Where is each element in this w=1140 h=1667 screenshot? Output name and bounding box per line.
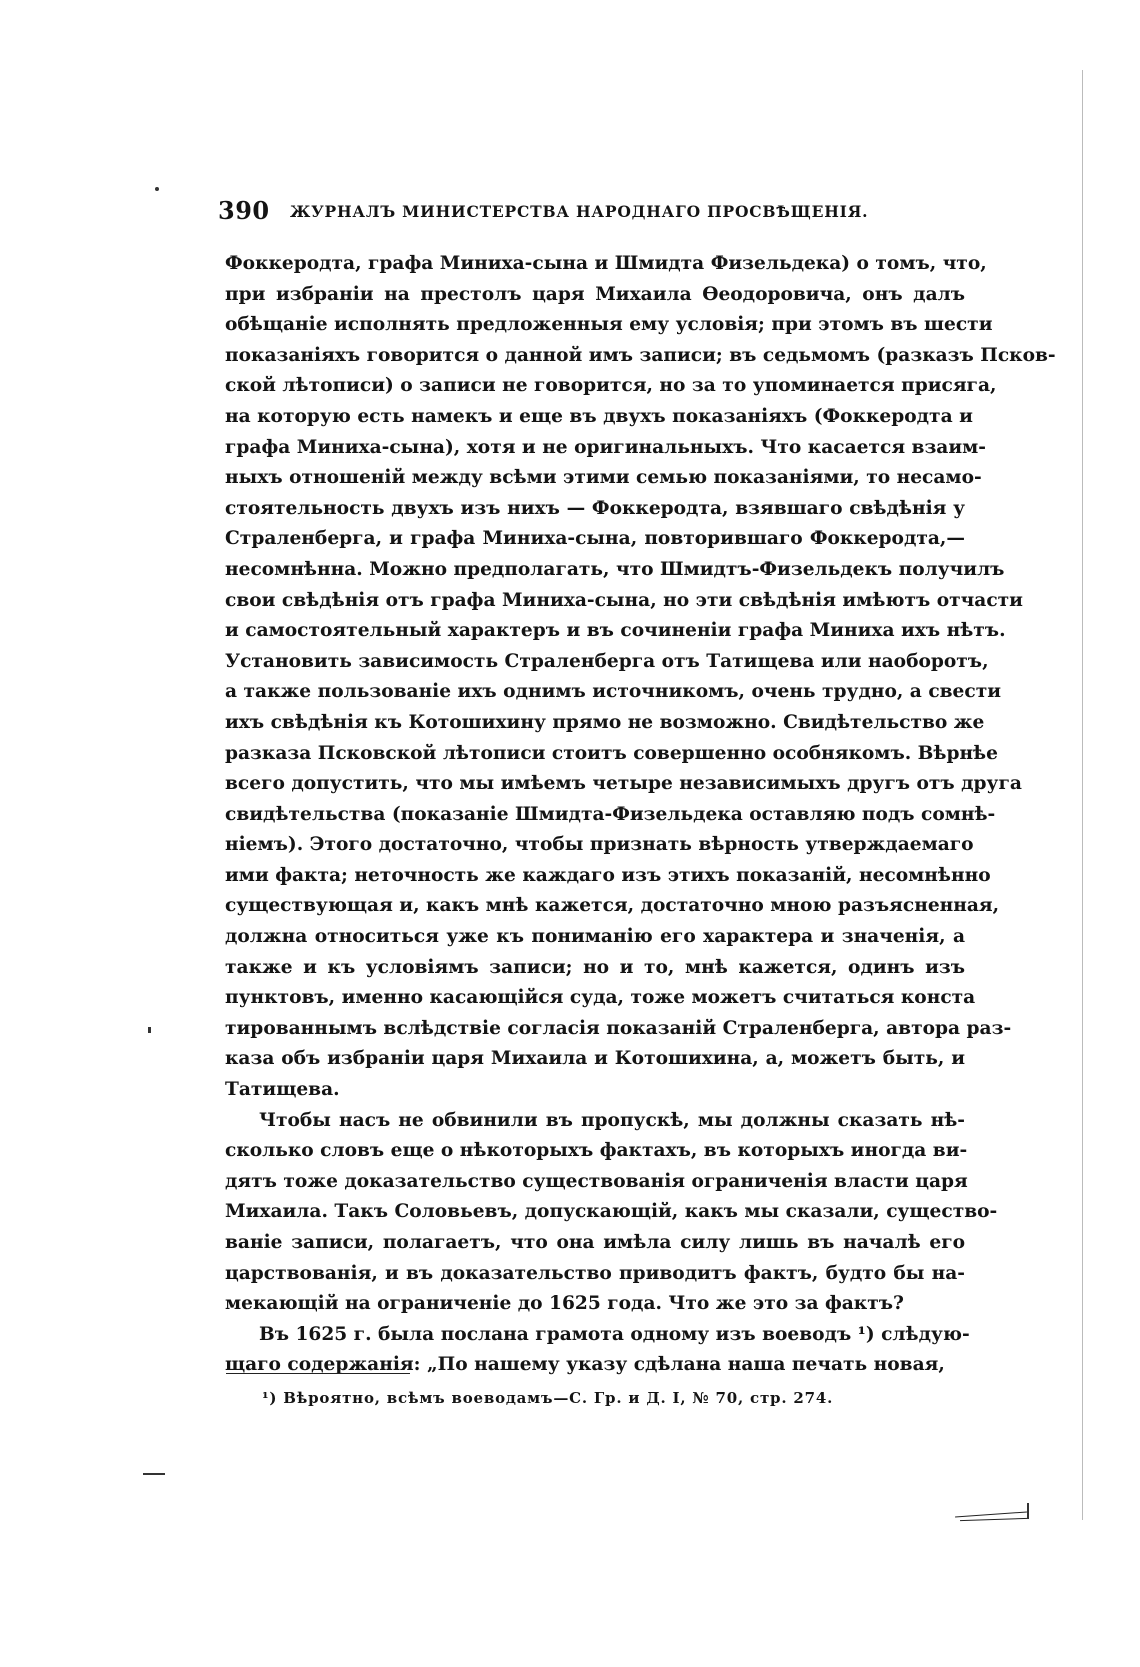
- text-line: ской лѣтописи) о записи не говорится, но за то упоминается присяга,: [225, 375, 997, 397]
- text-line: свидѣтельства (показаніе Шмидта-Физельдека оставляю подъ сомнѣ-: [225, 803, 996, 825]
- scan-speck: [148, 1027, 151, 1033]
- text-line: Установить зависимость Страленберга отъ Татищева или наоборотъ,: [225, 650, 989, 672]
- text-line: дятъ тоже доказательство существованія ограниченія власти царя: [225, 1170, 968, 1192]
- page-number: 390: [218, 196, 270, 225]
- running-title: ЖУРНАЛЪ МИНИСТЕРСТВА НАРОДНАГО ПРОСВѢЩЕНІЯ.: [290, 202, 869, 221]
- text-line: тированнымъ вслѣдствіе согласія показаній Страленберга, автора раз-: [225, 1017, 1012, 1039]
- paragraph: [225, 1106, 998, 1320]
- footnote-rule: [226, 1373, 410, 1374]
- text-line: ваніе записи, полагаетъ, что она имѣла силу лишь въ началѣ его: [225, 1232, 965, 1253]
- scan-edge-stroke: [955, 1511, 1027, 1517]
- text-line: царствованія, и въ доказательство приводитъ фактъ, будто бы на-: [225, 1262, 965, 1284]
- text-line: ихъ свѣдѣнія къ Котошихину прямо не возможно. Свидѣтельство же: [225, 711, 985, 733]
- paragraph: [225, 1320, 970, 1381]
- paragraph: [225, 249, 1056, 1106]
- footnote: ¹) Вѣроятно, всѣмъ воеводамъ—С. Гр. и Д. I, № 70, стр. 274.: [262, 1389, 834, 1407]
- text-line: существующая и, какъ мнѣ кажется, достаточно мною разъясненная,: [225, 895, 1000, 917]
- text-line: несомнѣнна. Можно предполагать, что Шмидтъ-Физельдекъ получилъ: [225, 558, 1005, 580]
- text-line: обѣщаніе исполнять предложенныя ему условія; при этомъ въ шести: [225, 314, 993, 336]
- text-line: пунктовъ, именно касающійся суда, тоже можетъ считаться конста: [225, 987, 976, 1009]
- text-line: Фоккеродта, графа Миниха-сына и Шмидта Физельдека) о томъ, что,: [225, 253, 987, 274]
- text-line: Въ 1625 г. была послана грамота одному изъ воеводъ ¹) слѣдую-: [259, 1323, 970, 1345]
- text-line: ими факта; неточность же каждаго изъ этихъ показаній, несомнѣнно: [225, 864, 991, 886]
- text-line: стоятельность двухъ изъ нихъ — Фоккеродта, взявшаго свѣдѣнія у: [225, 497, 965, 519]
- text-line: а также пользованіе ихъ однимъ источникомъ, очень трудно, а свести: [225, 681, 1002, 703]
- text-line: ніемъ). Этого достаточно, чтобы признать вѣрность утверждаемаго: [225, 834, 974, 856]
- text-line: должна относиться уже къ пониманію его характера и значенія, а: [225, 926, 965, 948]
- text-line: Татищева.: [225, 1079, 340, 1101]
- text-line: также и къ условіямъ записи; но и то, мнѣ кажется, одинъ изъ: [225, 956, 965, 978]
- text-line: Страленберга, и графа Миниха-сына, повторившаго Фоккеродта,—: [225, 528, 965, 550]
- text-line: показаніяхъ говорится о данной имъ записи; въ седьмомъ (разказъ Псков-: [225, 344, 1056, 366]
- text-line: Михаила. Такъ Соловьевъ, допускающій, какъ мы сказали, существо-: [225, 1201, 998, 1223]
- scan-edge-stroke: [960, 1518, 1028, 1521]
- body-text: [225, 249, 1056, 1381]
- text-line: свои свѣдѣнія отъ графа Миниха-сына, но эти свѣдѣнія имѣютъ отчасти: [225, 589, 1023, 611]
- page-edge-line: [1082, 70, 1083, 1520]
- text-line: графа Миниха-сына), хотя и не оригинальныхъ. Что касается взаим-: [225, 436, 987, 458]
- text-line: мекающій на ограниченіе до 1625 года. Что же это за фактъ?: [225, 1293, 904, 1315]
- text-line: сколько словъ еще о нѣкоторыхъ фактахъ, въ которыхъ иногда ви-: [225, 1140, 968, 1162]
- text-line: щаго содержанія: „По нашему указу сдѣлана наша печать новая,: [225, 1354, 945, 1376]
- text-line: при избраніи на престолъ царя Михаила Ѳеодоровича, онъ далъ: [225, 283, 965, 305]
- text-line: разказа Псковской лѣтописи стоитъ совершенно особнякомъ. Вѣрнѣе: [225, 742, 998, 764]
- scan-dash: [143, 1473, 165, 1475]
- page-header: [218, 196, 978, 226]
- text-line: Чтобы насъ не обвинили въ пропускѣ, мы должны сказать нѣ-: [259, 1109, 965, 1131]
- text-line: всего допустить, что мы имѣемъ четыре независимыхъ другъ отъ друга: [225, 773, 1022, 795]
- scan-edge-tick: [1027, 1503, 1029, 1519]
- text-line: каза объ избраніи царя Михаила и Котошихина, а, можетъ быть, и: [225, 1048, 965, 1070]
- text-line: и самостоятельный характеръ и въ сочиненіи графа Миниха ихъ нѣтъ.: [225, 620, 1006, 642]
- scan-speck: [155, 187, 159, 191]
- text-line: ныхъ отношеній между всѣми этими семью показаніями, то несамо-: [225, 467, 982, 489]
- text-line: на которую есть намекъ и еще въ двухъ показаніяхъ (Фоккеродта и: [225, 405, 973, 427]
